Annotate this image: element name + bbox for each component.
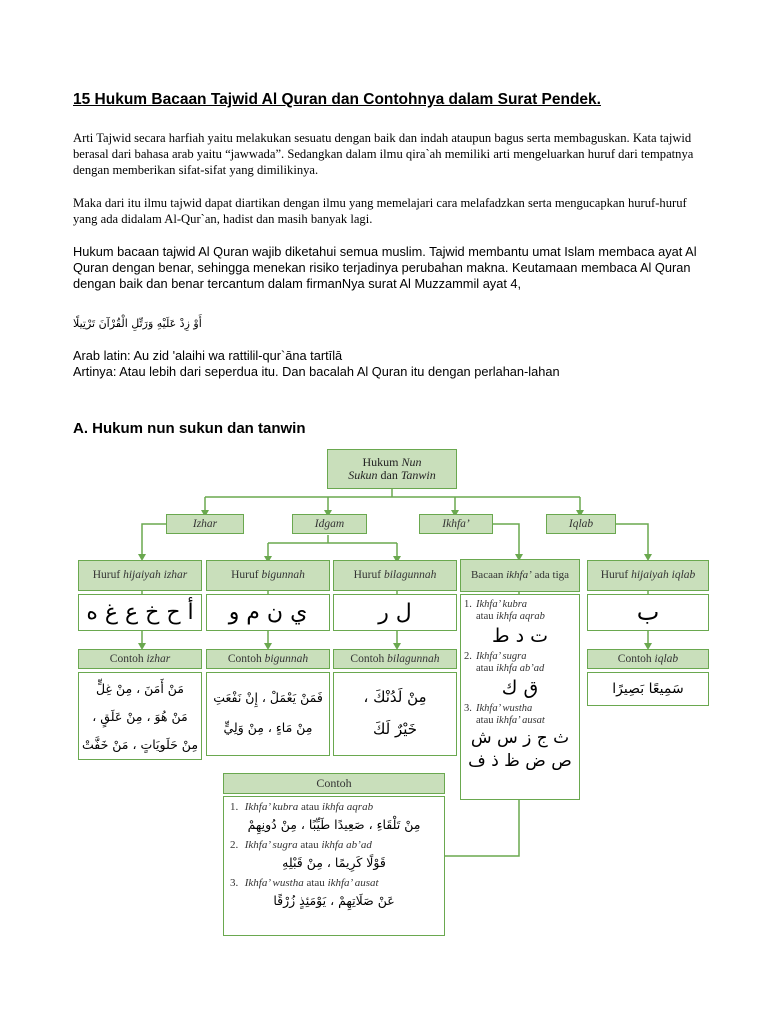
category-idgam-label: Idgam [314,517,345,530]
col1-header-pre: Huruf [92,569,124,581]
col1-letters: أ ح خ ع غ ه [78,594,202,631]
verse-meaning: Artinya: Atau lebih dari seperdua itu. Dan bacalah Al Quran itu dengan perlahan-lahan [73,364,560,379]
col5-header-pre: Huruf [600,569,632,581]
col4-item-atau: atau [476,663,497,674]
col4-item-alt [464,611,545,622]
root-word-hukum: Hukum [362,455,399,469]
col2-header-pre: Huruf [231,569,262,581]
root-word-nun: Nun [401,455,422,469]
col5-examples [587,672,709,706]
contoh-item-arabic: عَنْ صَلَاتِهِمْ ، يَوْمَئِذٍ زُرْقًا [273,893,395,908]
col4-item-atau: atau [476,715,497,726]
latin-transliteration: Arab latin: Au zid 'alaihi wa rattilil-qur`āna tartīlā [73,348,343,363]
col5-example-line: سَمِيعًا بَصِيرًا [612,681,684,697]
paragraph-tajwid-meaning: Maka dari itu ilmu tajwid dapat diartikan dengan ilmu yang memelajari cara melafadzkan serta mengucapkan huruf-huruf yang ada didalam Al-Qur`an, hadist dan masih banyak lagi. [73,196,687,226]
col5-ex-pre: Contoh [617,652,655,665]
contoh-item-num: 2. [230,839,239,851]
root-word-tanwin: Tanwin [400,468,436,482]
col5-example-header [587,649,709,669]
contoh-header: Contoh [223,773,445,794]
col2-example-line: مِنْ مَاءٍ ، مِنْ وَلِيٍّ [223,720,313,735]
col2-example-line: فَمَنْ يَعْمَلْ ، إِنْ نَفْعَتِ [213,690,323,705]
col1-ex-it: izhar [146,652,171,665]
contoh-item-atau: atau [297,839,322,851]
contoh-item-arabic: مِنْ تَلْقَاءِ ، صَعِيدًا طَيِّبًا ، مِنْ دُونِهِمْ [247,817,421,832]
col4-item-alt-name: ikhfa ab’ad [496,663,545,674]
contoh-item-alt-name: ikhfa ab’ad [321,839,372,851]
col4-item-letters: ق ك [501,677,539,699]
root-box-hukum-nun-sukun [327,449,457,489]
section-heading-a: A. Hukum nun sukun dan tanwin [73,420,306,437]
col1-header-it: hijaiyah izhar [123,569,188,581]
col3-example-line: خَيْرٌ لَكَ [372,720,418,738]
col5-letters: ب [587,594,709,631]
contoh-item-2 [230,839,438,875]
contoh-item-num: 3. [230,877,239,889]
contoh-item-3 [230,877,438,913]
col1-ex-pre: Contoh [109,652,147,665]
paragraph-tajwid-importance: Hukum bacaan tajwid Al Quran wajib diketahui semua muslim. Tajwid membantu umat Islam membaca ayat Al Quran dengan benar, sehingga menekan risiko terjadinya perubahan makna. Keutamaan membaca Al Quran dengan baik dan benar tercantum dalam firmanNya surat Al Muzzammil ayat 4, [73,244,697,292]
col1-example-line: مِنْ حَلَويَاتٍ ، مَنْ خَفَّتْ [81,737,199,752]
col2-header-it: bigunnah [261,569,305,581]
col2-ex-it: bigunnah [264,652,309,665]
col1-example-header [78,649,202,669]
col4-item-1 [464,599,576,649]
col4-item-letters-2: ص ض ظ ذ ف [468,751,572,771]
col2-letters: ي ن م و [206,594,330,631]
contoh-item-1 [230,801,438,837]
col1-example-line: مَنْ هُوَ ، مِنْ عَلَقٍ ، [92,709,188,724]
contoh-item-alt-name: ikhfa aqrab [322,801,374,813]
category-ikhfa [419,514,493,534]
col4-item-atau: atau [476,611,497,622]
contoh-item-num: 1. [230,801,239,813]
category-iqlab-label: Iqlab [568,517,594,530]
col4-header-it: ikhfa’ [506,569,532,581]
col4-ikhfa-list [460,594,580,800]
category-izhar [166,514,244,534]
col3-header-it: bilagunnah [383,569,437,581]
col4-item-num: 3. [464,703,472,714]
paragraph-tajwid-definition: Arti Tajwid secara harfiah yaitu melakukan sesuatu dengan baik dan indah ataupun bagus serta membaguskan. Kata tajwid berasal dari bahasa arab yaitu “jawwada”. Sedangkan dalam ilmu qira`ah memiliki arti mengeluarkan huruf dari tempatnya dengan memberikan sifat-sifat yang dimilikinya. [73,131,694,177]
col4-item-alt [464,663,544,674]
col4-item-num: 2. [464,651,472,662]
col4-item-letters: ت د ط [492,625,548,647]
contoh-item-arabic: قَوْلًا كَرِيمًا ، مِنْ قَبْلِهِ [282,855,386,870]
col3-ex-it: bilagunnah [387,652,440,665]
col3-example-header [333,649,457,669]
contoh-list [223,796,445,936]
col4-item-alt [464,715,545,726]
col2-header [206,560,330,591]
col1-header [78,560,202,591]
col4-header-pre: Bacaan [470,569,507,581]
contoh-item-atau: atau [303,877,328,889]
arabic-verse: أَوْ زِدْ عَلَيْهِ وَرَتِّلِ الْقُرْآنَ تَرْتِيلًا [73,317,202,330]
col4-item-title: Ikhfa’ kubra [476,599,528,610]
category-idgam [292,514,367,534]
col2-examples [206,672,330,756]
col5-header [587,560,709,591]
col3-examples [333,672,457,756]
category-iqlab [546,514,616,534]
page-title: 15 Hukum Bacaan Tajwid Al Quran dan Contohnya dalam Surat Pendek. [73,91,601,108]
col3-header-pre: Huruf [353,569,384,581]
contoh-item-title: Ikhfa’ kubra [244,801,299,813]
col4-item-title: Ikhfa’ wustha [476,703,533,714]
contoh-item-title: Ikhfa’ sugra [244,839,298,851]
root-word-sukun: Sukun [348,468,378,482]
contoh-item-atau: atau [298,801,323,813]
col2-example-header [206,649,330,669]
contoh-item-title: Ikhfa’ wustha [244,877,304,889]
col4-item-num: 1. [464,599,472,610]
col4-header [460,559,580,592]
col4-item-alt-name: ikhfa’ ausat [496,715,545,726]
category-izhar-label: Izhar [192,517,218,530]
contoh-item-alt-name: ikhfa’ ausat [327,877,379,889]
col5-ex-it: iqlab [654,652,679,665]
col3-letters: ل ر [333,594,457,631]
col4-item-letters: ث ج ز س ش [470,728,570,748]
category-ikhfa-label: Ikhfa’ [442,517,470,530]
col4-item-3 [464,703,576,773]
col3-ex-pre: Contoh [350,652,388,665]
col1-example-line: مَنْ أَمَنَ ، مِنْ غِلٍّ [95,681,185,696]
col1-examples [78,672,202,760]
col2-ex-pre: Contoh [227,652,265,665]
col3-header [333,560,457,591]
col4-header-post: ada tiga [531,569,570,581]
col4-item-alt-name: ikhfa aqrab [496,611,545,622]
col4-item-title: Ikhfa’ sugra [476,651,527,662]
col4-item-2 [464,651,576,701]
root-word-dan: dan [377,468,401,482]
col5-header-it: hijaiyah iqlab [631,569,696,581]
col3-example-line: مِنْ لَدُنْكَ ، [363,688,427,706]
